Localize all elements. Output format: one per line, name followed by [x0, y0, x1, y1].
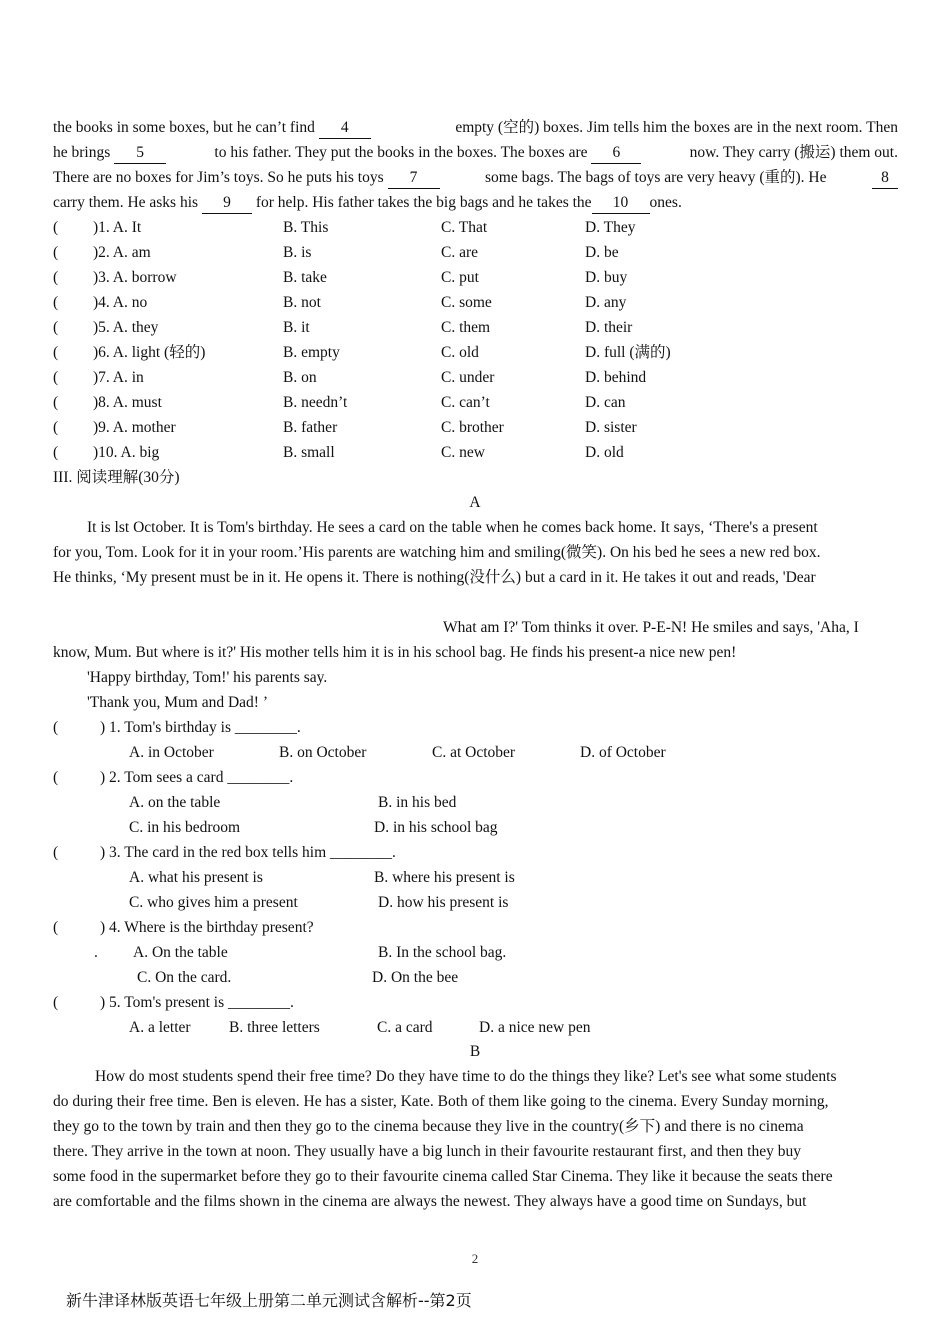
option-c: C. On the card. — [137, 969, 232, 986]
option-a: )5. A. they — [93, 319, 159, 336]
option-c: C. put — [441, 269, 479, 286]
option-b: B. needn’t — [283, 394, 348, 411]
stray-dot: . — [94, 944, 98, 961]
option-c: C. are — [441, 244, 479, 261]
passage-b-line: How do most students spend their free time? Do they have time to do the things they like? Let's see what some students — [95, 1068, 837, 1085]
question-stem: ) 2. Tom sees a card ________. — [100, 769, 294, 786]
option-a: A. what his present is — [129, 869, 263, 886]
option-b: B. in his bed — [378, 794, 457, 811]
cloze-text: now. They carry (搬运) them out. — [689, 144, 898, 161]
option-d: D. their — [585, 319, 633, 336]
option-c: C. a card — [377, 1019, 433, 1036]
question-stem: ) 3. The card in the red box tells him ________. — [100, 844, 396, 861]
answer-paren: ( — [53, 919, 59, 936]
passage-a-line: He thinks, ‘My present must be in it. He opens it. There is nothing(没什么) but a card in it. He takes it out and reads, 'Dear — [53, 569, 816, 586]
option-a: )6. A. light (轻的) — [93, 344, 206, 361]
passage-a-line: What am I?' Tom thinks it over. P-E-N! He smiles and says, 'Aha, I — [443, 619, 859, 636]
answer-paren: ( — [53, 444, 59, 461]
answer-paren: ( — [53, 394, 59, 411]
option-a: )1. A. It — [93, 219, 142, 236]
option-a: A. a letter — [129, 1019, 191, 1036]
option-a: )2. A. am — [93, 244, 151, 261]
option-b: B. where his present is — [374, 869, 515, 886]
passage-a-label: A — [469, 494, 481, 511]
cloze-text: empty (空的) boxes. Jim tells him the boxes are in the next room. Then — [455, 119, 898, 136]
option-d: D. be — [585, 244, 619, 261]
passage-b-line: some food in the supermarket before they go to their favourite cinema called Star Cinema. They like it because the seats there — [53, 1168, 833, 1185]
cloze-text: There are no boxes for Jim’s toys. So he puts his toys — [53, 169, 388, 186]
document-footer: 新牛津译林版英语七年级上册第二单元测试含解析--第2页 — [66, 1291, 472, 1310]
option-a: )8. A. must — [93, 394, 162, 411]
option-a: )10. A. big — [93, 444, 160, 461]
answer-paren: ( — [53, 769, 59, 786]
passage-a-line: It is lst October. It is Tom's birthday. He sees a card on the table when he comes back home. It says, ‘There's a present — [87, 519, 818, 536]
cloze-text: he brings — [53, 144, 115, 161]
option-d: D. full (满的) — [585, 344, 671, 361]
answer-paren: ( — [53, 719, 59, 736]
option-b: B. not — [283, 294, 321, 311]
question-stem: ) 4. Where is the birthday present? — [100, 919, 314, 936]
question-stem: ) 5. Tom's present is ________. — [100, 994, 294, 1011]
answer-paren: ( — [53, 419, 59, 436]
answer-paren: ( — [53, 269, 59, 286]
option-a: A. on the table — [129, 794, 221, 811]
cloze-line-3 — [53, 168, 898, 189]
option-a: )9. A. mother — [93, 419, 176, 436]
option-b: B. it — [283, 319, 310, 336]
option-a: )7. A. in — [93, 369, 144, 386]
option-d: D. sister — [585, 419, 637, 436]
option-b: B. father — [283, 419, 338, 436]
option-c: C. in his bedroom — [129, 819, 241, 836]
option-d: D. They — [585, 219, 636, 236]
option-b: B. In the school bag. — [378, 944, 507, 961]
passage-b-line: they go to the town by train and then they go to the cinema because they live in the country(乡下) and there is no cinema — [53, 1118, 804, 1135]
blank-7: 7 — [388, 168, 440, 189]
passage-b-label: B — [469, 1043, 481, 1060]
option-d: D. behind — [585, 369, 647, 386]
option-c: C. them — [441, 319, 491, 336]
option-d: D. of October — [580, 744, 666, 761]
option-a: )3. A. borrow — [93, 269, 177, 286]
answer-paren: ( — [53, 244, 59, 261]
cloze-text: carry them. He asks his — [53, 194, 202, 211]
option-c: C. some — [441, 294, 492, 311]
blank-5: 5 — [114, 143, 166, 164]
blank-6: 6 — [591, 143, 641, 164]
option-b: B. small — [283, 444, 335, 461]
cloze-text: ones. — [649, 194, 682, 211]
passage-a-line: 'Thank you, Mum and Dad! ’ — [87, 694, 269, 711]
option-b: B. take — [283, 269, 327, 286]
option-d: D. can — [585, 394, 626, 411]
option-b: B. This — [283, 219, 329, 236]
option-b: B. is — [283, 244, 312, 261]
option-c: C. That — [441, 219, 488, 236]
passage-b-line: are comfortable and the films shown in the cinema are always the newest. They always have a good time on Sundays, but — [53, 1193, 807, 1210]
answer-paren: ( — [53, 319, 59, 336]
option-c: C. old — [441, 344, 479, 361]
blank-8: 8 — [872, 168, 898, 189]
cloze-text: for help. His father takes the big bags and he takes the — [251, 194, 592, 211]
cloze-text: to his father. They put the books in the boxes. The boxes are — [214, 144, 592, 161]
passage-b-line: do during their free time. Ben is eleven. He has a sister, Kate. Both of them like going to the cinema. Every Sunday morning, — [53, 1093, 829, 1110]
option-a: )4. A. no — [93, 294, 148, 311]
passage-a-line: for you, Tom. Look for it in your room.’His parents are watching him and smiling(微笑). On his bed he sees a new red box. — [53, 544, 821, 561]
answer-paren: ( — [53, 219, 59, 236]
option-c: C. at October — [432, 744, 516, 761]
option-c: C. who gives him a present — [129, 894, 298, 911]
option-d: D. buy — [585, 269, 628, 286]
cloze-line-2 — [53, 143, 898, 164]
option-c: C. under — [441, 369, 495, 386]
option-a: A. On the table — [133, 944, 228, 961]
option-c: C. new — [441, 444, 485, 461]
option-d: D. how his present is — [378, 894, 509, 911]
option-d: D. in his school bag — [374, 819, 498, 836]
page-number: 2 — [471, 1251, 479, 1266]
option-b: B. empty — [283, 344, 340, 361]
option-b: B. on — [283, 369, 317, 386]
cloze-text: the books in some boxes, but he can’t find — [53, 119, 319, 136]
passage-b-line: there. They arrive in the town at noon. They usually have a big lunch in their favourite restaurant first, and then they buy — [53, 1143, 801, 1160]
passage-a-line: know, Mum. But where is it?' His mother tells him it is in his school bag. He finds his present-a nice new pen! — [53, 644, 737, 661]
option-d: D. On the bee — [372, 969, 459, 986]
answer-paren: ( — [53, 994, 59, 1011]
option-a: A. in October — [129, 744, 214, 761]
cloze-line-1 — [53, 118, 898, 139]
option-d: D. old — [585, 444, 624, 461]
blank-10: 10 — [592, 193, 650, 214]
option-d: D. a nice new pen — [479, 1019, 591, 1036]
option-c: C. brother — [441, 419, 504, 436]
blank-9: 9 — [202, 193, 252, 214]
blank-4: 4 — [319, 118, 371, 139]
answer-paren: ( — [53, 369, 59, 386]
option-c: C. can’t — [441, 394, 490, 411]
section-heading: III. 阅读理解(30分) — [53, 469, 180, 486]
option-b: B. on October — [279, 744, 367, 761]
cloze-line-4 — [53, 193, 898, 214]
answer-paren: ( — [53, 294, 59, 311]
option-d: D. any — [585, 294, 627, 311]
answer-paren: ( — [53, 844, 59, 861]
cloze-text: some bags. The bags of toys are very heavy (重的). He — [485, 169, 827, 186]
question-stem: ) 1. Tom's birthday is ________. — [100, 719, 301, 736]
option-b: B. three letters — [229, 1019, 320, 1036]
passage-a-line: 'Happy birthday, Tom!' his parents say. — [87, 669, 328, 686]
answer-paren: ( — [53, 344, 59, 361]
